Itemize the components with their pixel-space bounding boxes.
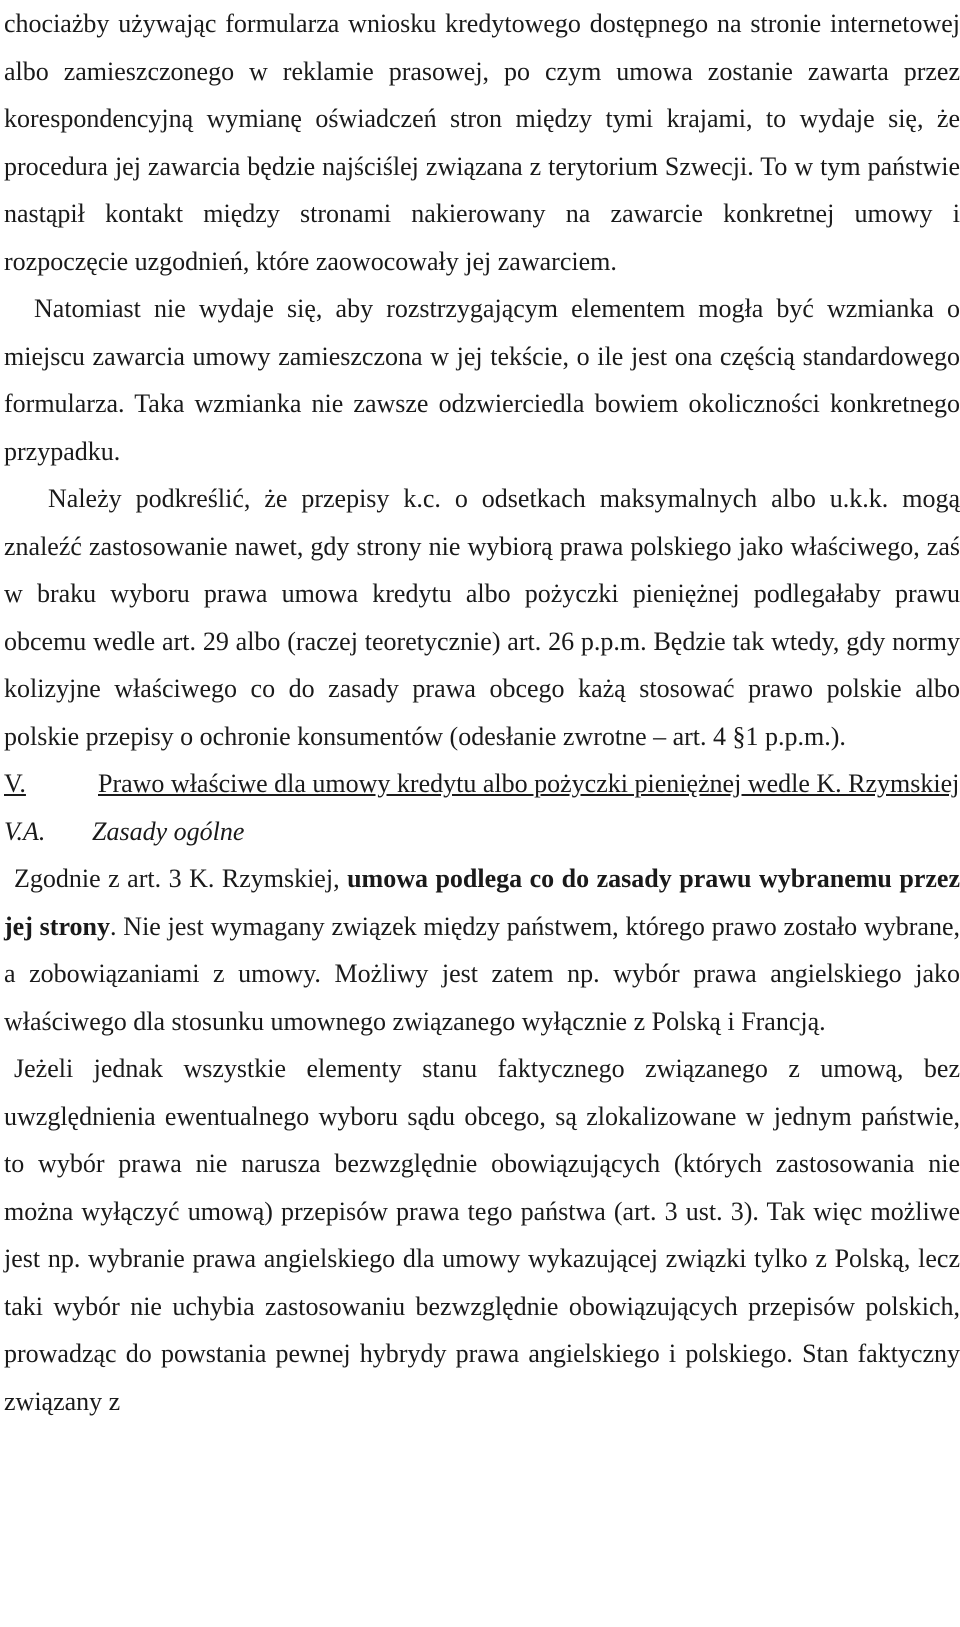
paragraph-standard-form: Natomiast nie wydaje się, aby rozstrzygającym elementem mogła być wzmianka o miejscu zawarcia umowy zamieszczona w jej tekście, o ile jest ona częścią standardowego formularza. Taka wzmianka nie zawsze odzwierciedla bowiem okoliczności konkretnego przypadku. [4,294,960,466]
paragraph-choice-of-law-emphasis: umowa podlega co do zasady prawu wybranemu przez jej strony [4,864,960,941]
paragraph-choice-of-law [4,855,960,1045]
section-v-number: V. [4,769,26,798]
section-va-heading [4,808,960,856]
section-va-number: V.A. [4,816,46,846]
paragraph-swedish-contract: chociażby używając formularza wniosku kredytowego dostępnego na stronie internetowej albo zamieszczonego w reklamie prasowej, po czym umowa zostanie zawarta przez korespondencyjną wymianę oświadczeń stron między tymi krajami, to wydaje się, że procedura jej zawarcia będzie najściślej związana z terytorium Szwecji. To w tym państwie nastąpił kontakt między stronami nakierowany na zawarcie konkretnej umowy i rozpoczęcie uzgodnień, które zaowocowały jej zawarciem. [4,9,960,276]
section-va-title: Zasady ogólne [92,816,245,846]
paragraph-mandatory-rules: Jeżeli jednak wszystkie elementy stanu faktycznego związanego z umową, bez uwzględnienia ewentualnego wyboru sądu obcego, są zlokalizowane w jednym państwie, to wybór prawa nie narusza bezwzględnie obowiązujących (których zastosowania nie można wyłączyć umową) przepisów prawa tego państwa (art. 3 ust. 3). Tak więc możliwe jest np. wybranie prawa angielskiego dla umowy wykazującej związki tylko z Polską, lecz taki wybór nie uchybia zastosowaniu bezwzględnie obowiązujących przepisów polskich, prowadząc do powstania pewnej hybrydy prawa angielskiego i polskiego. Stan faktyczny związany z [4,1054,960,1416]
section-v-heading [4,760,960,808]
section-v-title: Prawo właściwe dla umowy kredytu albo pożyczki pieniężnej wedle K. Rzymskiej [98,769,960,798]
paragraph-interest-rules: Należy podkreślić, że przepisy k.c. o odsetkach maksymalnych albo u.k.k. mogą znaleźć zastosowanie nawet, gdy strony nie wybiorą prawa polskiego jako właściwego, zaś w braku wyboru prawa umowa kredytu albo pożyczki pieniężnej podlegałaby prawu obcemu wedle art. 29 albo (raczej teoretycznie) art. 26 p.p.m. Będzie tak wtedy, gdy normy kolizyjne właściwego co do zasady prawa obcego każą stosować prawo polskie albo polskie przepisy o ochronie konsumentów (odesłanie zwrotne – art. 4 §1 p.p.m.). [4,484,960,751]
paragraph-choice-of-law-end: . Nie jest wymagany związek między państwem, którego prawo zostało wybrane, a zobowiązaniami z umowy. Możliwy jest zatem np. wybór prawa angielskiego jako właściwego dla stosunku umownego związanego wyłącznie z Polską i Francją. [4,911,960,1036]
paragraph-choice-of-law-start: Zgodnie z art. 3 K. Rzymskiej, [14,864,348,893]
